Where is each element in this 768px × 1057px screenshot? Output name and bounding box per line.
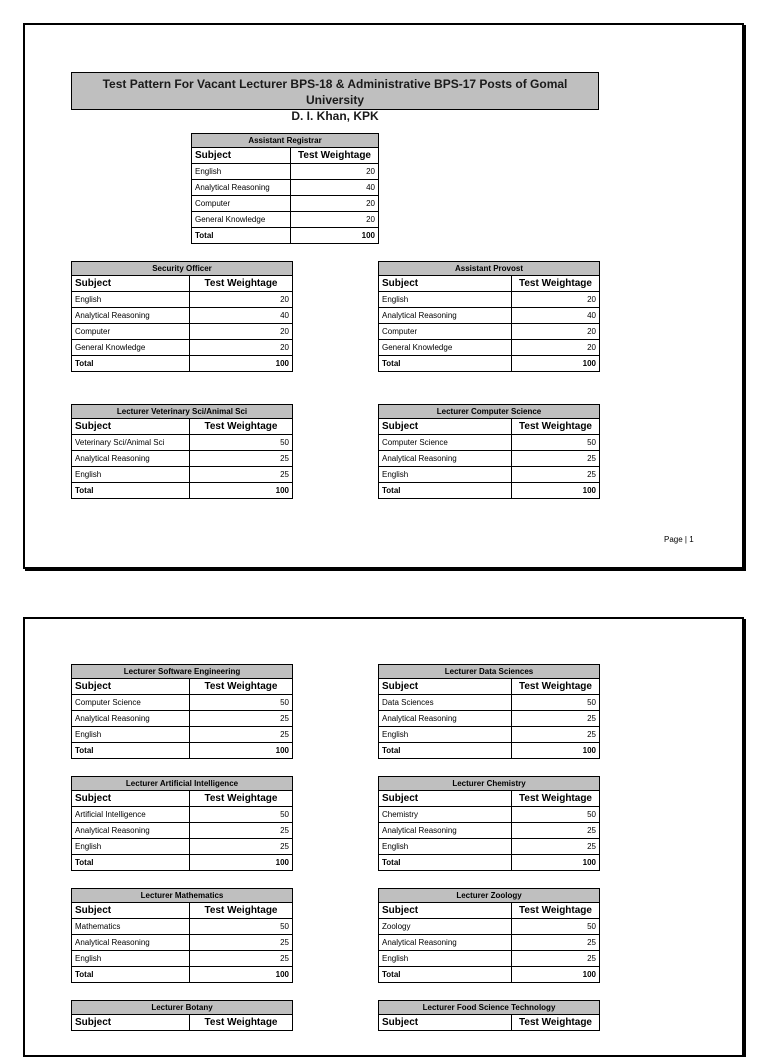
total-value: 100 [291, 228, 379, 244]
column-header-subject: Subject [72, 419, 190, 435]
subject-cell: English [379, 951, 512, 967]
page-number-footer: Page | 1 [664, 535, 694, 544]
total-row [379, 855, 600, 871]
table-row [379, 695, 600, 711]
subject-cell: Computer [192, 196, 291, 212]
table-title: Lecturer Food Science Technology [379, 1001, 600, 1015]
subject-cell: English [379, 839, 512, 855]
table-row [192, 212, 379, 228]
total-row [72, 356, 293, 372]
weightage-cell: 50 [512, 807, 600, 823]
table-row [379, 292, 600, 308]
column-header-weightage: Test Weightage [512, 419, 600, 435]
subject-cell: English [379, 292, 512, 308]
weightage-cell: 25 [512, 951, 600, 967]
weightage-table [71, 261, 293, 372]
table-row [72, 919, 293, 935]
total-row [192, 228, 379, 244]
subject-cell: English [72, 839, 190, 855]
weightage-table [378, 261, 600, 372]
weightage-table [71, 888, 293, 983]
table-title: Lecturer Veterinary Sci/Animal Sci [72, 405, 293, 419]
table-row [379, 823, 600, 839]
weightage-cell: 40 [512, 308, 600, 324]
weightage-cell: 25 [190, 711, 293, 727]
weightage-table [71, 1000, 293, 1031]
table-row [379, 807, 600, 823]
total-value: 100 [190, 356, 293, 372]
weightage-table [71, 664, 293, 759]
table-title: Lecturer Software Engineering [72, 665, 293, 679]
table-row [192, 180, 379, 196]
subject-cell: English [72, 292, 190, 308]
column-header-weightage: Test Weightage [190, 903, 293, 919]
table-row [379, 919, 600, 935]
total-label: Total [72, 967, 190, 983]
weightage-cell: 20 [512, 292, 600, 308]
weightage-cell: 50 [190, 695, 293, 711]
table-row [379, 435, 600, 451]
subject-cell: Analytical Reasoning [72, 935, 190, 951]
column-header-subject: Subject [379, 903, 512, 919]
weightage-cell: 20 [190, 292, 293, 308]
table-row [72, 727, 293, 743]
weightage-cell: 20 [512, 340, 600, 356]
weightage-table [191, 133, 379, 244]
table-row [72, 935, 293, 951]
column-header-subject: Subject [379, 419, 512, 435]
column-header-weightage: Test Weightage [512, 1015, 600, 1031]
column-header-weightage: Test Weightage [190, 791, 293, 807]
table-row [72, 807, 293, 823]
column-header-subject: Subject [72, 791, 190, 807]
column-header-subject: Subject [379, 791, 512, 807]
subject-cell: Computer Science [379, 435, 512, 451]
weightage-cell: 25 [512, 467, 600, 483]
table-row [379, 467, 600, 483]
weightage-cell: 25 [190, 467, 293, 483]
table-title: Lecturer Botany [72, 1001, 293, 1015]
total-label: Total [72, 743, 190, 759]
table-title: Assistant Registrar [192, 134, 379, 148]
total-row [379, 967, 600, 983]
total-label: Total [379, 967, 512, 983]
weightage-cell: 50 [190, 919, 293, 935]
table-title: Security Officer [72, 262, 293, 276]
weightage-cell: 25 [512, 839, 600, 855]
total-value: 100 [190, 483, 293, 499]
weightage-cell: 25 [512, 451, 600, 467]
total-row [379, 743, 600, 759]
subject-cell: Mathematics [72, 919, 190, 935]
subject-cell: Analytical Reasoning [72, 308, 190, 324]
table-row [72, 695, 293, 711]
subject-cell: General Knowledge [72, 340, 190, 356]
table-row [379, 324, 600, 340]
table-row [379, 340, 600, 356]
table-row [379, 727, 600, 743]
table-row [72, 435, 293, 451]
total-row [72, 855, 293, 871]
total-value: 100 [190, 855, 293, 871]
weightage-cell: 20 [190, 324, 293, 340]
subject-cell: English [72, 727, 190, 743]
weightage-table [378, 888, 600, 983]
column-header-subject: Subject [379, 679, 512, 695]
weightage-cell: 40 [190, 308, 293, 324]
table-row [379, 451, 600, 467]
subject-cell: Zoology [379, 919, 512, 935]
total-label: Total [72, 356, 190, 372]
subject-cell: Computer [72, 324, 190, 340]
subject-cell: Analytical Reasoning [192, 180, 291, 196]
total-label: Total [72, 483, 190, 499]
weightage-table [378, 664, 600, 759]
column-header-weightage: Test Weightage [291, 148, 379, 164]
table-title: Lecturer Data Sciences [379, 665, 600, 679]
subject-cell: Computer [379, 324, 512, 340]
table-row [72, 467, 293, 483]
column-header-subject: Subject [379, 1015, 512, 1031]
weightage-cell: 20 [190, 340, 293, 356]
column-header-subject: Subject [72, 903, 190, 919]
weightage-cell: 25 [512, 711, 600, 727]
subject-cell: English [379, 727, 512, 743]
table-row [72, 308, 293, 324]
weightage-cell: 25 [190, 823, 293, 839]
subject-cell: Artificial Intelligence [72, 807, 190, 823]
document-page-2 [23, 617, 744, 1057]
table-row [379, 308, 600, 324]
weightage-cell: 25 [190, 727, 293, 743]
subject-cell: English [72, 467, 190, 483]
table-row [379, 839, 600, 855]
table-title: Lecturer Mathematics [72, 889, 293, 903]
total-value: 100 [190, 967, 293, 983]
total-label: Total [379, 483, 512, 499]
table-row [72, 324, 293, 340]
column-header-subject: Subject [72, 679, 190, 695]
weightage-cell: 25 [190, 451, 293, 467]
subject-cell: Analytical Reasoning [379, 711, 512, 727]
subject-cell: Computer Science [72, 695, 190, 711]
subject-cell: English [72, 951, 190, 967]
subject-cell: Analytical Reasoning [379, 451, 512, 467]
weightage-cell: 20 [291, 164, 379, 180]
column-header-weightage: Test Weightage [512, 276, 600, 292]
column-header-weightage: Test Weightage [190, 419, 293, 435]
weightage-table [71, 404, 293, 499]
total-row [72, 743, 293, 759]
subject-cell: Analytical Reasoning [72, 451, 190, 467]
table-row [192, 164, 379, 180]
column-header-subject: Subject [192, 148, 291, 164]
total-label: Total [379, 855, 512, 871]
subject-cell: Data Sciences [379, 695, 512, 711]
table-row [72, 292, 293, 308]
total-label: Total [192, 228, 291, 244]
weightage-cell: 20 [512, 324, 600, 340]
total-value: 100 [512, 483, 600, 499]
weightage-cell: 50 [190, 807, 293, 823]
table-row [72, 711, 293, 727]
total-row [72, 483, 293, 499]
subject-cell: Analytical Reasoning [72, 823, 190, 839]
table-row [379, 935, 600, 951]
table-row [379, 951, 600, 967]
total-label: Total [379, 743, 512, 759]
total-row [379, 483, 600, 499]
subject-cell: Chemistry [379, 807, 512, 823]
subject-cell: General Knowledge [379, 340, 512, 356]
column-header-weightage: Test Weightage [190, 679, 293, 695]
subject-cell: English [192, 164, 291, 180]
weightage-cell: 25 [190, 839, 293, 855]
subject-cell: Analytical Reasoning [379, 308, 512, 324]
total-value: 100 [190, 743, 293, 759]
table-row [72, 340, 293, 356]
weightage-cell: 25 [512, 823, 600, 839]
weightage-table [71, 776, 293, 871]
table-row [72, 839, 293, 855]
weightage-cell: 50 [512, 695, 600, 711]
weightage-cell: 25 [190, 935, 293, 951]
table-title: Lecturer Artificial Intelligence [72, 777, 293, 791]
subject-cell: Analytical Reasoning [72, 711, 190, 727]
table-title: Lecturer Chemistry [379, 777, 600, 791]
column-header-weightage: Test Weightage [512, 791, 600, 807]
weightage-table [378, 1000, 600, 1031]
weightage-table [378, 404, 600, 499]
weightage-table [378, 776, 600, 871]
column-header-weightage: Test Weightage [190, 276, 293, 292]
total-row [72, 967, 293, 983]
table-row [72, 951, 293, 967]
total-label: Total [379, 356, 512, 372]
weightage-cell: 50 [512, 435, 600, 451]
column-header-weightage: Test Weightage [512, 903, 600, 919]
weightage-cell: 20 [291, 196, 379, 212]
table-row [379, 711, 600, 727]
weightage-cell: 25 [512, 935, 600, 951]
column-header-subject: Subject [379, 276, 512, 292]
weightage-cell: 25 [190, 951, 293, 967]
weightage-cell: 50 [190, 435, 293, 451]
table-row [72, 823, 293, 839]
document-title-line-1: Test Pattern For Vacant Lecturer BPS-18 & Administrative BPS-17 Posts of Gomal University [102, 77, 568, 107]
column-header-subject: Subject [72, 1015, 190, 1031]
subject-cell: Veterinary Sci/Animal Sci [72, 435, 190, 451]
total-value: 100 [512, 967, 600, 983]
total-row [379, 356, 600, 372]
subject-cell: English [379, 467, 512, 483]
total-label: Total [72, 855, 190, 871]
weightage-cell: 25 [512, 727, 600, 743]
weightage-cell: 50 [512, 919, 600, 935]
table-title: Lecturer Computer Science [379, 405, 600, 419]
subject-cell: Analytical Reasoning [379, 823, 512, 839]
subject-cell: Analytical Reasoning [379, 935, 512, 951]
table-title: Lecturer Zoology [379, 889, 600, 903]
column-header-subject: Subject [72, 276, 190, 292]
document-title [71, 72, 599, 123]
table-row [72, 451, 293, 467]
document-page-1 [23, 23, 744, 569]
document-title-line-2: D. I. Khan, KPK [291, 109, 379, 123]
table-row [192, 196, 379, 212]
total-value: 100 [512, 356, 600, 372]
table-title: Assistant Provost [379, 262, 600, 276]
total-value: 100 [512, 743, 600, 759]
subject-cell: General Knowledge [192, 212, 291, 228]
column-header-weightage: Test Weightage [512, 679, 600, 695]
column-header-weightage: Test Weightage [190, 1015, 293, 1031]
weightage-cell: 20 [291, 212, 379, 228]
total-value: 100 [512, 855, 600, 871]
weightage-cell: 40 [291, 180, 379, 196]
